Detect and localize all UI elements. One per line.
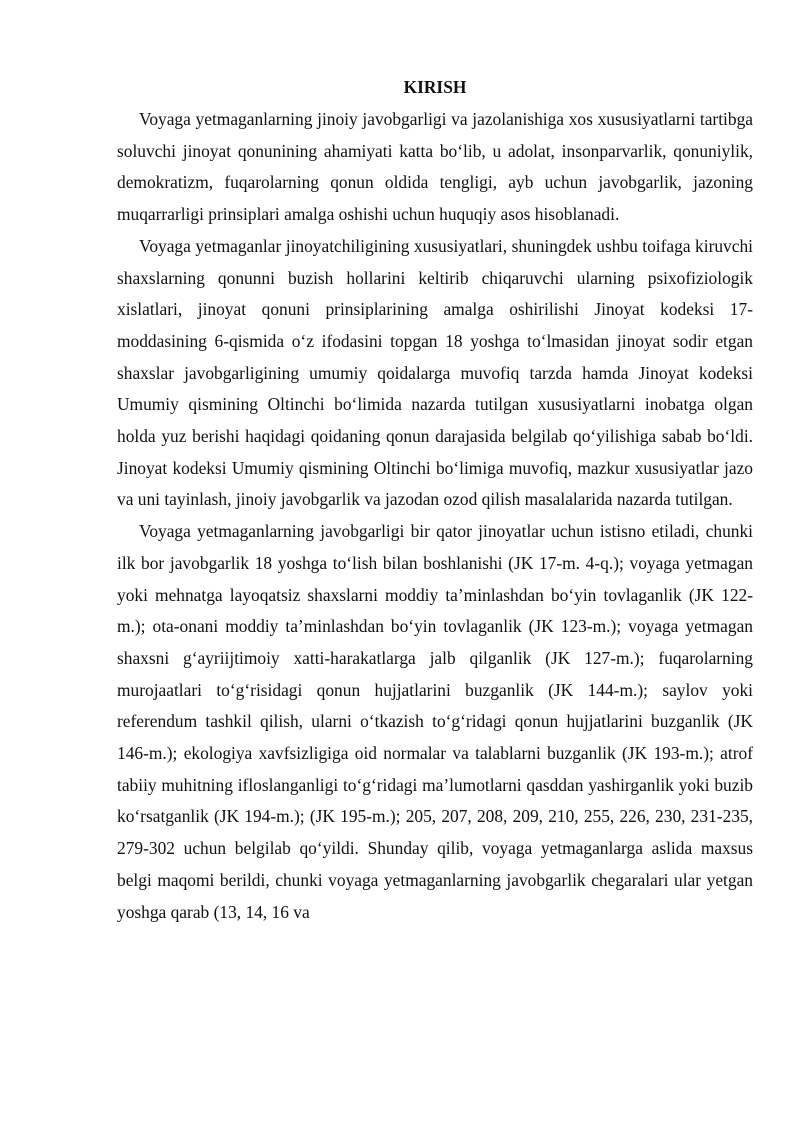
document-body	[117, 72, 753, 928]
paragraph-1: Voyaga yetmaganlarning jinoiy javobgarligi va jazolanishiga xos xususiyatlarni tartibga soluvchi jinoyat qonunining ahamiyati katta boʻlib, u adolat, insonparvarlik, qonuniylik, demokratizm, fuqarolarning qonun oldida tengligi, ayb uchun javobgarlik, jazoning muqarrarligi prinsiplari amalga oshishi uchun huquqiy asos hisoblanadi.	[117, 109, 753, 225]
paragraph-3: Voyaga yetmaganlarning javobgarligi bir qator jinoyatlar uchun istisno etiladi, chunki ilk bor javobgarlik 18 yoshga toʻlish bilan boshlanishi (JK 17-m. 4-q.); voyaga yetmagan yoki mehnatga layoqatsiz shaxslarni moddiy taʼminlashdan boʻyin tovlaganlik (JK 122-m.); ota-onani moddiy taʼminlashdan boʻyin tovlaganlik (JK 123-m.); voyaga yetmagan shaxsni gʻayriijtimoiy xatti-harakatlarga jalb qilganlik (JK 127-m.); fuqarolarning murojaatlari toʻgʻrisidagi qonun hujjatlarini buzganlik (JK 144-m.); saylov yoki referendum tashkil qilish, ularni oʻtkazish toʻgʻridagi qonun hujjatlarini buzganlik (JK 146-m.); ekologiya xavfsizligiga oid normalar va talablarni buzganlik (JK 193-m.); atrof tabiiy muhitning ifloslanganligi toʻgʻridagi maʼlumotlarni qasddan yashirganlik yoki buzib koʻrsatganlik (JK 194-m.); (JK 195-m.); 205, 207, 208, 209, 210, 255, 226, 230, 231-235, 279-302 uchun belgilab qoʻyildi. Shunday qilib, voyaga yetmaganlarga aslida maxsus belgi maqomi berildi, chunki voyaga yetmaganlarning javobgarlik chegaralari ular yetgan yoshga qarab (13, 14, 16 va	[117, 521, 753, 922]
paragraph-2: Voyaga yetmaganlar jinoyatchiligining xususiyatlari, shuningdek ushbu toifaga kiruvchi shaxslarning qonunni buzish hollarini keltirib chiqaruvchi ularning psixofiziologik xislatlari, jinoyat qonuni prinsiplarining amalga oshirilishi Jinoyat kodeksi 17-moddasining 6-qismida oʻz ifodasini topgan 18 yoshga toʻlmasidan jinoyat sodir etgan shaxslar javobgarligining umumiy qoidalarga muvofiq tarzda hamda Jinoyat kodeksi Umumiy qismining Oltinchi boʻlimida nazarda tutilgan xususiyatlarni inobatga olgan holda yuz berishi haqidagi qoidaning qonun darajasida belgilab qoʻyilishiga sabab boʻldi. Jinoyat kodeksi Umumiy qismining Oltinchi boʻlimiga muvofiq, mazkur xususiyatlar jazo va uni tayinlash, jinoiy javobgarlik va jazodan ozod qilish masalalarida nazarda tutilgan.	[117, 235, 753, 510]
page-title: KIRISH	[403, 77, 467, 97]
